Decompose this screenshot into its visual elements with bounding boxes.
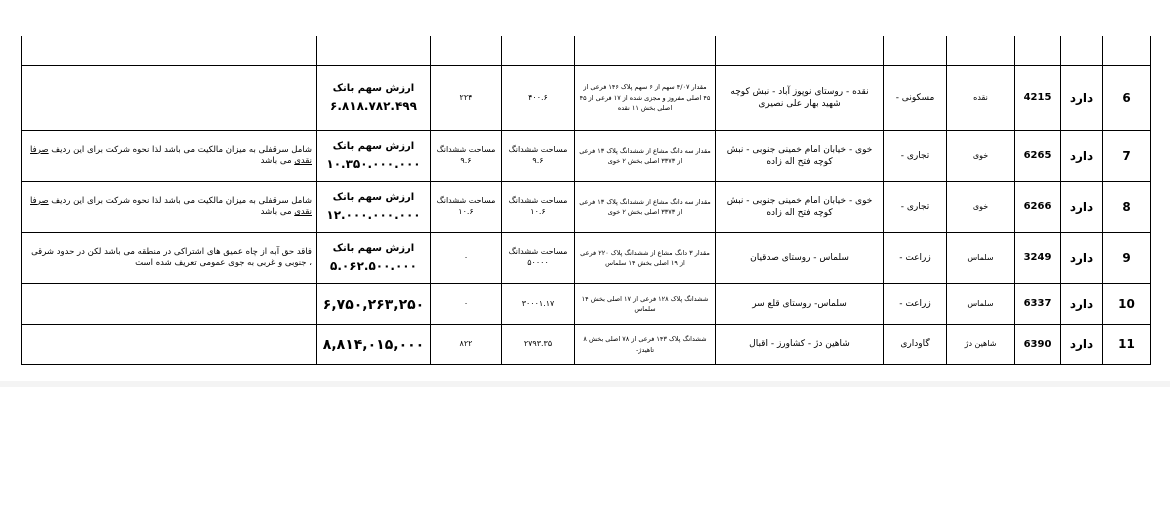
property-use: زراعت -	[884, 233, 947, 284]
cell-empty	[502, 36, 575, 66]
property-city: خوی	[947, 182, 1015, 233]
property-address: سلماس- روستای قلع سر	[716, 284, 884, 325]
property-description: مقدار ۴/۰۷ سهم از ۶ سهم پلاک ۱۴۶ فرعی از ۴۵ اصلی مفروز و مجزی شده از ۱۷ فرعی از ۴۵ اصلی بخش ۱۱ نقده	[575, 66, 716, 131]
page-bottom-band	[0, 381, 1170, 387]
property-description: ششدانگ پلاک ۱۴۳ فرعی از ۷۸ اصلی بخش ۸ تاهیدژ-	[575, 325, 716, 365]
property-city: نقده	[947, 66, 1015, 131]
row-status: دارد	[1061, 284, 1103, 325]
property-city: خوی	[947, 131, 1015, 182]
property-share: ۰	[431, 284, 502, 325]
cell-empty	[884, 36, 947, 66]
table-row	[22, 325, 1151, 365]
property-area: ۲۷۹۳.۳۵	[502, 325, 575, 365]
property-use: تجاری -	[884, 131, 947, 182]
area-value: ۹.۶	[532, 156, 544, 165]
property-code: 3249	[1015, 233, 1061, 284]
row-number: 8	[1103, 182, 1151, 233]
property-city: شاهین دژ	[947, 325, 1015, 365]
property-address: خوی - خیابان امام خمینی جنوبی - نبش کوچه فتح اله زاده	[716, 131, 884, 182]
property-notes	[22, 284, 317, 325]
row-status: دارد	[1061, 66, 1103, 131]
cell-empty	[431, 36, 502, 66]
row-status: دارد	[1061, 325, 1103, 365]
bank-share-label: ارزش سهم بانک	[332, 83, 415, 95]
cell-empty	[1015, 36, 1061, 66]
property-code: 6266	[1015, 182, 1061, 233]
property-share	[431, 131, 502, 182]
property-area: ۴۰۰.۶	[502, 66, 575, 131]
notes-end: می باشد	[260, 207, 295, 217]
notes-end: می باشد	[260, 156, 295, 166]
cell-empty	[947, 36, 1015, 66]
property-description: مقدار سه دانگ مشاع از ششدانگ پلاک ۱۳ فرعی از ۳۳۷۳ اصلی بخش ۲ خوی	[575, 182, 716, 233]
notes-text: شامل سرقفلی به میزان مالکیت می باشد لذا نحوه شرکت برای این ردیف	[48, 144, 312, 155]
row-number: 9	[1103, 233, 1151, 284]
property-notes: فاقد حق آبه از چاه عمیق های اشتراکی در منطقه می باشد لکن در حدود شرقی ، جنوبی و غربی به جوی عمومی تعریف شده است	[22, 233, 317, 284]
area-value: ۵۰۰۰۰	[527, 258, 549, 267]
cell-empty	[317, 36, 431, 66]
table-row	[22, 131, 1151, 182]
row-status: دارد	[1061, 182, 1103, 233]
property-notes	[22, 325, 317, 365]
property-area	[502, 233, 575, 284]
table-row	[22, 66, 1151, 131]
property-address: سلماس - روستای صدقیان	[716, 233, 884, 284]
property-description: مقدار سه دانگ مشاع از ششدانگ پلاک ۱۳ فرعی از ۳۳۷۳ اصلی بخش ۲ خوی	[575, 131, 716, 182]
property-code: 6265	[1015, 131, 1061, 182]
property-share: ۲۲۴	[431, 66, 502, 131]
property-use: تجاری -	[884, 182, 947, 233]
bank-share-amount: ۸,۸۱۴,۰۱۵,۰۰۰	[322, 337, 425, 354]
bank-share-amount: ۱۲.۰۰۰.۰۰۰.۰۰۰	[326, 207, 421, 222]
property-description: مقدار ۳ دانگ مشاع از ششدانگ پلاک ۲۲۰ فرعی از ۱۹ اصلی بخش ۱۴ سلماس	[575, 233, 716, 284]
property-address: نقده - روستای نوپوز آباد - نبش کوچه شهید بهار علی نصیری	[716, 66, 884, 131]
bank-share-amount: ۶.۸۱۸.۷۸۲.۴۹۹	[330, 98, 417, 113]
table-row	[22, 182, 1151, 233]
property-address: شاهین دژ - کشاورز - اقبال	[716, 325, 884, 365]
row-number: 6	[1103, 66, 1151, 131]
property-use: گاوداری	[884, 325, 947, 365]
property-notes	[22, 131, 317, 182]
property-share: ۸۲۲	[431, 325, 502, 365]
bank-share-value	[317, 284, 431, 325]
property-city: سلماس	[947, 233, 1015, 284]
auction-properties-table	[21, 36, 1151, 365]
bank-share-amount: ۶,۷۵۰,۲۶۳,۲۵۰	[322, 296, 425, 313]
table-row	[22, 284, 1151, 325]
row-status: دارد	[1061, 131, 1103, 182]
share-label: مساحت ششدانگ	[436, 196, 496, 206]
property-area	[502, 182, 575, 233]
row-number: 7	[1103, 131, 1151, 182]
notes-text: شامل سرقفلی به میزان مالکیت می باشد لذا نحوه شرکت برای این ردیف	[48, 195, 312, 206]
property-code: 6337	[1015, 284, 1061, 325]
property-use: زراعت -	[884, 284, 947, 325]
table-row-continued	[22, 36, 1151, 66]
bank-share-label: ارزش سهم بانک	[332, 141, 415, 153]
area-label: مساحت ششدانگ	[508, 247, 568, 257]
share-value: ۱۰.۶	[458, 207, 474, 216]
share-label: مساحت ششدانگ	[436, 145, 496, 155]
bank-share-value	[317, 66, 431, 131]
property-description: ششدانگ پلاک ۱۲۸ فرعی از ۱۷ اصلی بخش ۱۴ سلماس	[575, 284, 716, 325]
bank-share-value	[317, 131, 431, 182]
property-city: سلماس	[947, 284, 1015, 325]
bank-share-amount: ۱۰.۳۵۰.۰۰۰.۰۰۰	[326, 156, 421, 171]
bank-share-value	[317, 233, 431, 284]
auction-table-wrapper	[21, 36, 1150, 365]
area-label: مساحت ششدانگ	[508, 196, 568, 206]
row-number: 11	[1103, 325, 1151, 365]
bank-share-label: ارزش سهم بانک	[332, 243, 415, 255]
property-use: مسکونی -	[884, 66, 947, 131]
cell-empty	[575, 36, 716, 66]
area-value: ۱۰.۶	[530, 207, 546, 216]
cell-empty	[1103, 36, 1151, 66]
bank-share-label: ارزش سهم بانک	[332, 192, 415, 204]
property-address: خوی - خیابان امام خمینی جنوبی - نبش کوچه فتح اله زاده	[716, 182, 884, 233]
area-label: مساحت ششدانگ	[508, 145, 568, 155]
property-area	[502, 131, 575, 182]
share-value: ۹.۶	[460, 156, 472, 165]
cell-empty	[22, 36, 317, 66]
cell-empty	[1061, 36, 1103, 66]
row-number: 10	[1103, 284, 1151, 325]
table-row	[22, 233, 1151, 284]
property-code: 4215	[1015, 66, 1061, 131]
property-share	[431, 182, 502, 233]
property-notes	[22, 182, 317, 233]
property-area: ۳۰۰۰۱.۱۷	[502, 284, 575, 325]
row-status: دارد	[1061, 233, 1103, 284]
bank-share-amount: ۵.۰۶۲.۵۰۰.۰۰۰	[330, 258, 417, 273]
property-share: ۰	[431, 233, 502, 284]
property-notes	[22, 66, 317, 131]
notes-cash-only: صرفا نقدی	[30, 144, 312, 166]
cell-empty	[716, 36, 884, 66]
bank-share-value	[317, 182, 431, 233]
property-code: 6390	[1015, 325, 1061, 365]
notes-cash-only: صرفا نقدی	[30, 195, 312, 217]
bank-share-value	[317, 325, 431, 365]
